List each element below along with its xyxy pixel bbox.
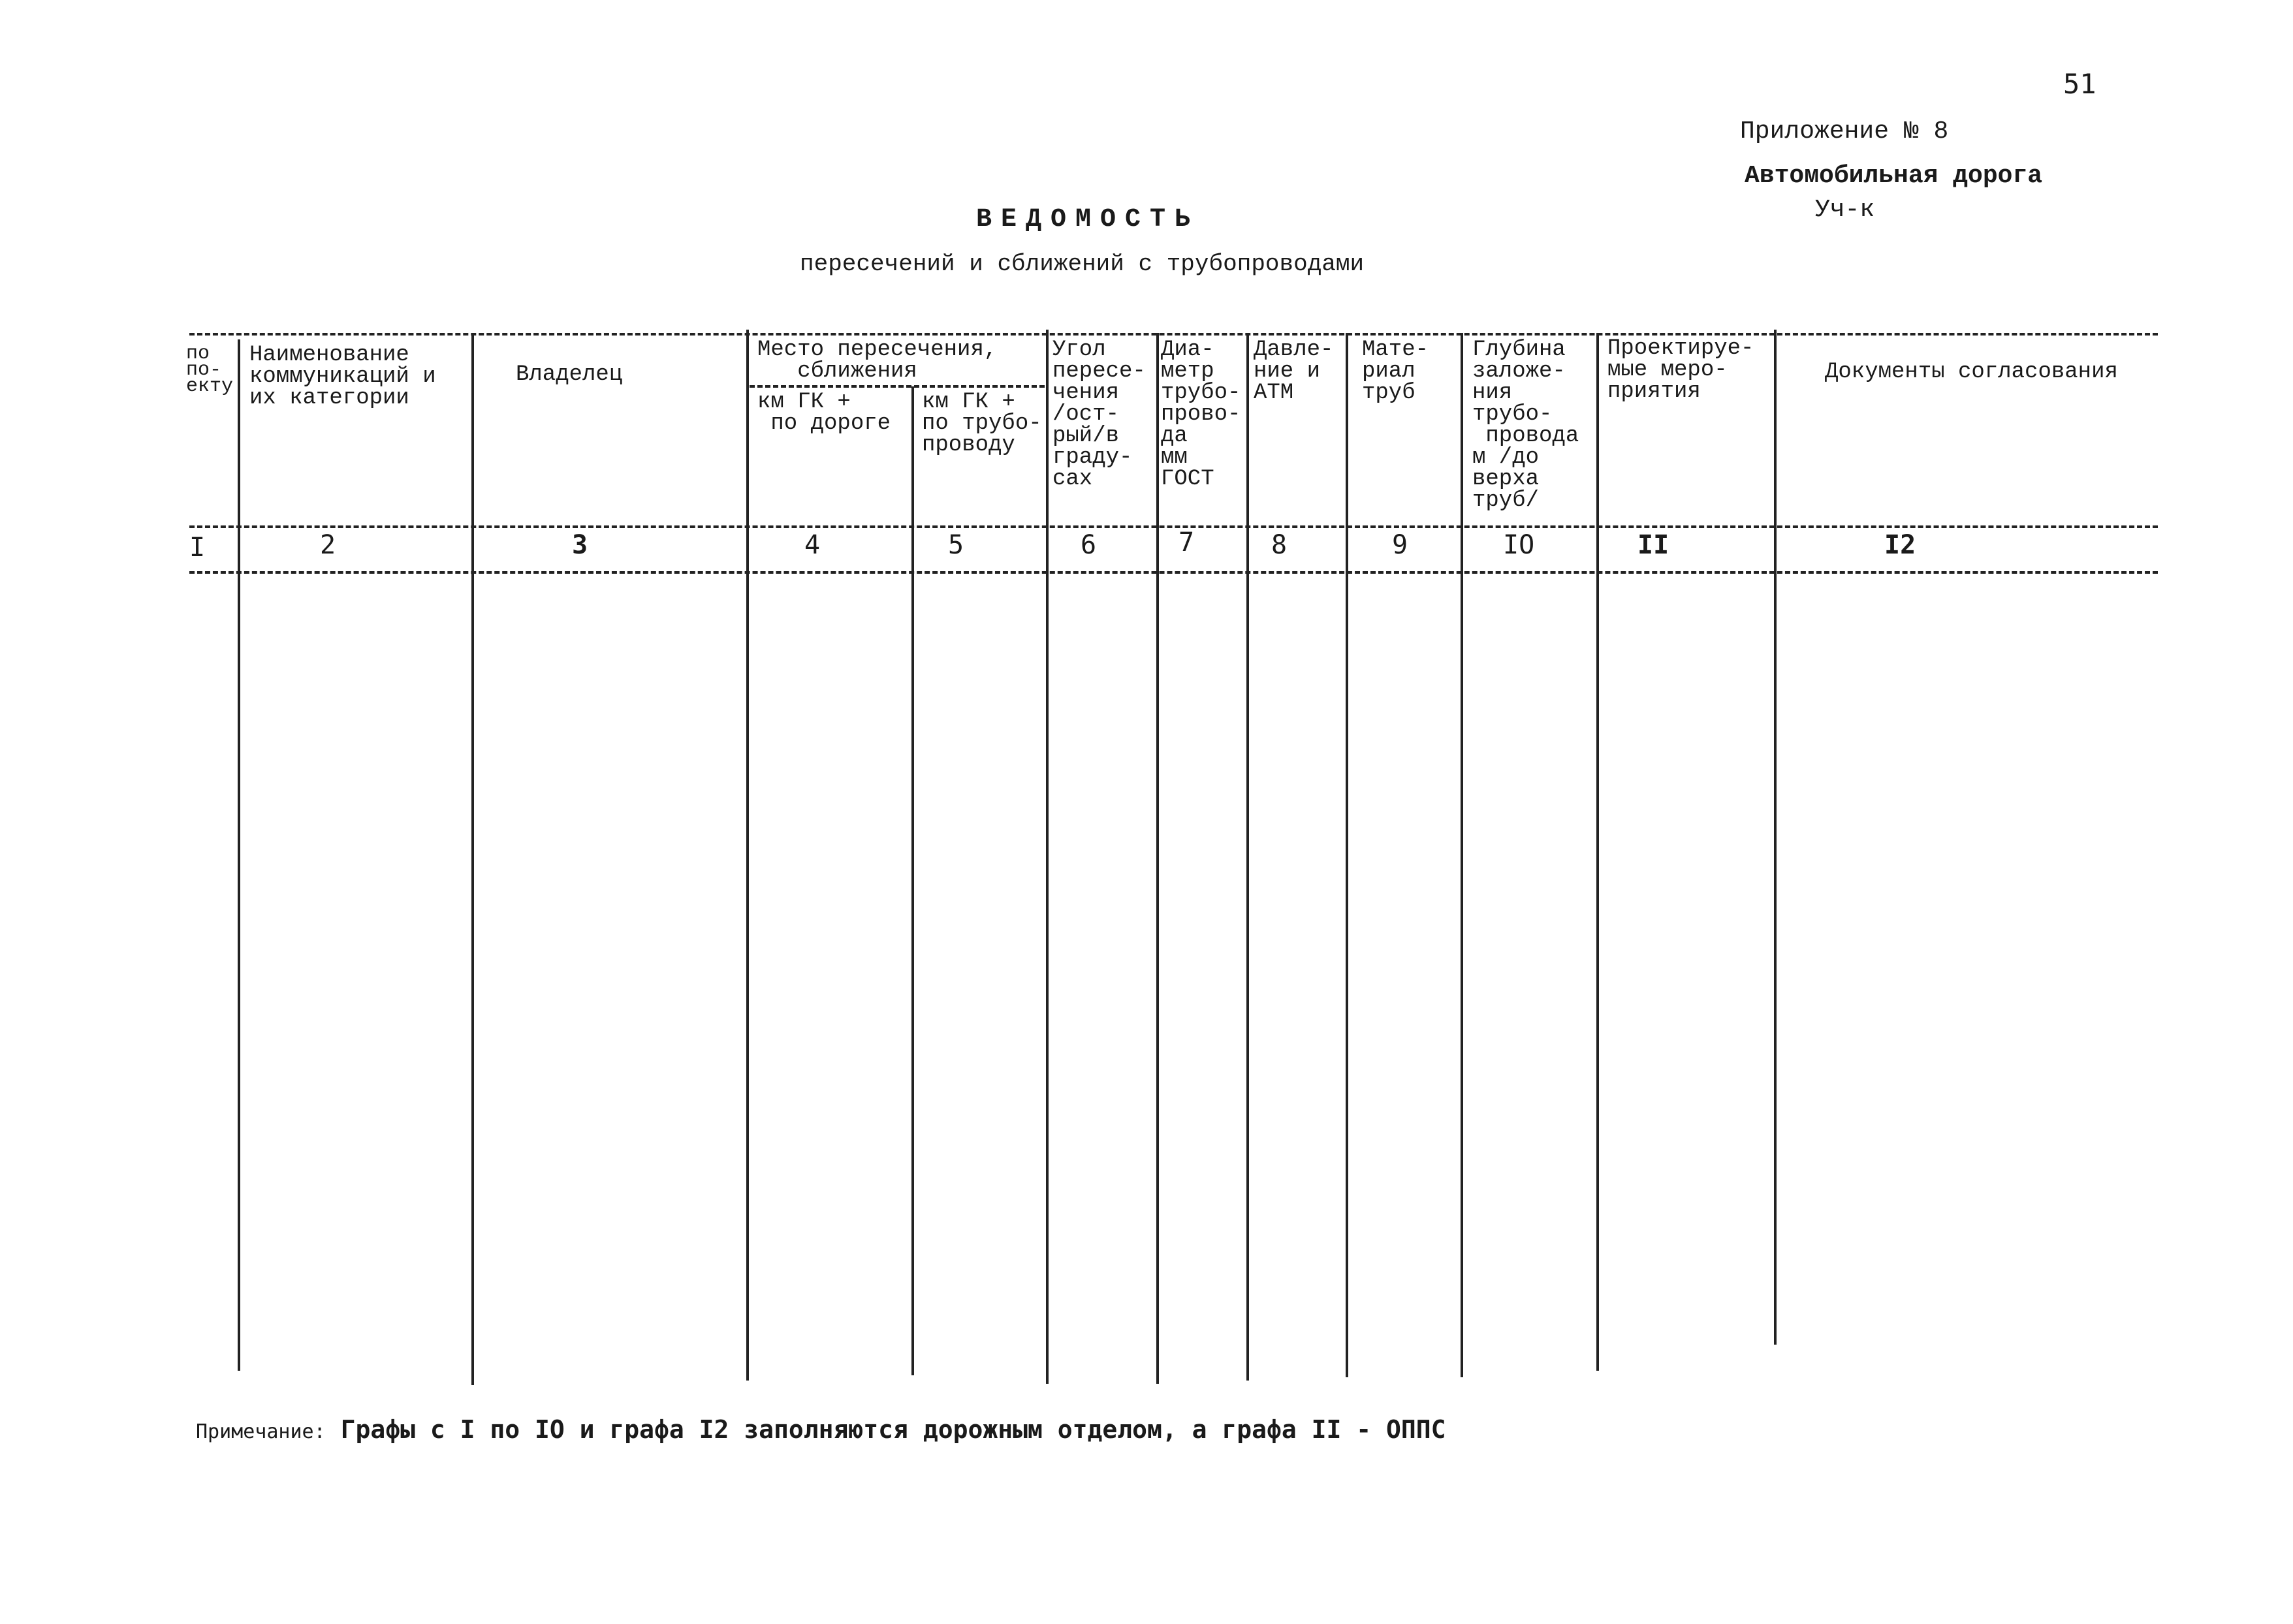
header-crossing-place: Место пересечения, сближения bbox=[757, 337, 998, 384]
col-divider-9 bbox=[1461, 333, 1463, 1377]
col-divider-4 bbox=[911, 386, 914, 1375]
col-divider-3 bbox=[746, 330, 749, 1381]
header-bottom-border bbox=[189, 525, 2158, 528]
header-pressure: Давле- ние и АТМ bbox=[1254, 337, 1334, 405]
document-title: ВЕДОМОСТЬ bbox=[976, 205, 1200, 234]
column-number: 5 bbox=[948, 530, 964, 560]
col-divider-6 bbox=[1156, 333, 1159, 1384]
column-number: 2 bbox=[320, 530, 336, 560]
column-number: 9 bbox=[1392, 530, 1408, 560]
column-number: II bbox=[1637, 530, 1669, 560]
header-km-pipeline: км ГК + по трубо- проводу bbox=[922, 390, 1042, 458]
footnote-prefix: Примечание: bbox=[196, 1420, 326, 1443]
column-number: IO bbox=[1503, 530, 1535, 560]
numbers-bottom-border bbox=[189, 571, 2158, 574]
column-number: 6 bbox=[1081, 530, 1097, 560]
document-subtitle: пересечений и сближений с трубопроводами bbox=[800, 251, 1365, 277]
column-number: 3 bbox=[572, 530, 588, 560]
column-number: 4 bbox=[804, 530, 821, 560]
header-diameter: Диа- метр трубо- прово- да мм ГОСТ bbox=[1161, 337, 1241, 492]
col-divider-7 bbox=[1246, 333, 1249, 1381]
header-material: Мате- риал труб bbox=[1362, 337, 1429, 405]
header-km-road: км ГК + по дороге bbox=[757, 390, 891, 436]
place-subheader-divider bbox=[750, 385, 1045, 388]
col-divider-8 bbox=[1346, 333, 1348, 1377]
footnote-text: Графы с I по IO и графа I2 заполняются дорожным отделом, а графа II - ОППС bbox=[340, 1415, 1446, 1444]
table-top-border bbox=[189, 333, 2158, 336]
column-number: I bbox=[189, 533, 206, 563]
col-divider-11 bbox=[1774, 330, 1777, 1345]
column-number: 7 bbox=[1178, 527, 1195, 557]
col-divider-5 bbox=[1046, 330, 1049, 1384]
column-number: 8 bbox=[1271, 530, 1288, 560]
col-divider-1 bbox=[238, 339, 240, 1371]
header-communications: Наименование коммуникаций и их категории bbox=[249, 343, 436, 411]
column-number: I2 bbox=[1884, 530, 1916, 560]
header-documents: Документы согласования bbox=[1825, 360, 2118, 384]
section-label: Уч-к bbox=[1815, 196, 1875, 224]
page-number: 51 bbox=[2063, 68, 2096, 100]
header-angle: Угол пересе- чения /ост- рый/в граду- сах bbox=[1052, 337, 1146, 492]
header-depth: Глубина заложе- ния трубо- проводa м /до верха труб/ bbox=[1472, 337, 1579, 513]
appendix-label: Приложение № 8 bbox=[1740, 117, 1949, 146]
col-divider-2 bbox=[471, 334, 474, 1385]
header-owner: Владелец bbox=[516, 362, 623, 387]
road-label: Автомобильная дорога bbox=[1745, 162, 2043, 190]
footnote bbox=[196, 1415, 1446, 1444]
header-measures: Проектируе- мые меро- приятия bbox=[1607, 336, 1754, 404]
header-row-number: по по- екту bbox=[186, 343, 234, 398]
col-divider-10 bbox=[1596, 333, 1599, 1371]
